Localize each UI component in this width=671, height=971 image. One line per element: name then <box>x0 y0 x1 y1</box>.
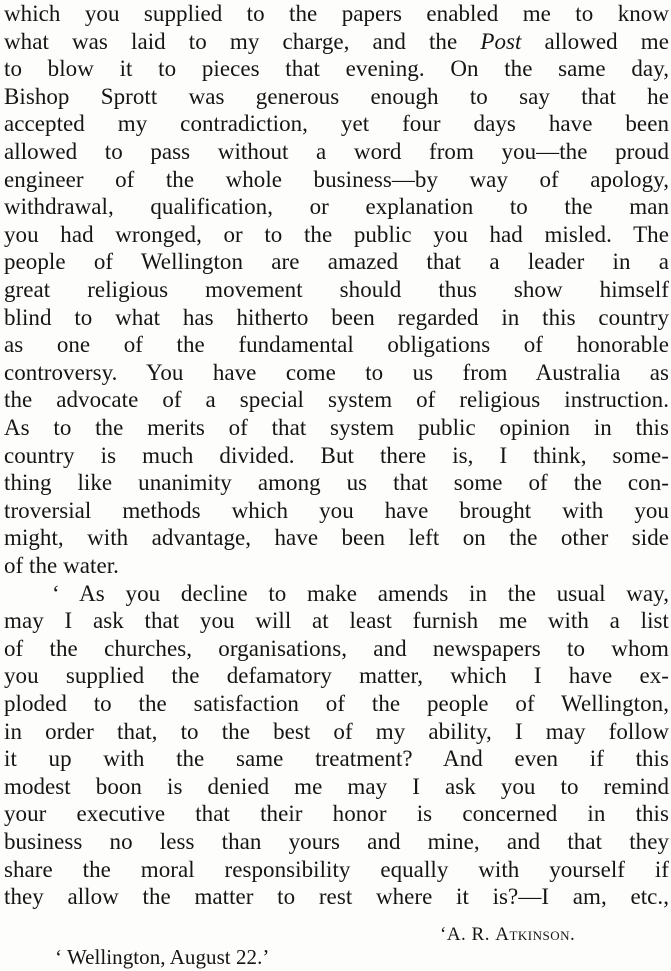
text-line-32: share the moral responsibility equally with yourself if <box>4 856 669 882</box>
text-line-33: they allow the matter to rest where it is?—I am, etc., <box>4 884 669 910</box>
text-line-22: ‘ As you decline to make amends in the usual way, <box>52 580 669 606</box>
text-line-23: may I ask that you will at least furnish me with a list <box>4 608 669 634</box>
text-line-1: which you supplied to the papers enabled me to know <box>4 1 669 26</box>
text-line-25: you supplied the defamatory matter, which I have ex- <box>4 663 669 689</box>
text-line-24: of the churches, organisations, and newspapers to whom <box>4 635 669 661</box>
text-line-11: great religious movement should thus show himself <box>4 277 669 302</box>
text-line-28: it up with the same treatment? And even if this <box>4 746 669 772</box>
text-line-10: people of Wellington are amazed that a leader in a <box>4 249 669 275</box>
text-line-26: ploded to the satisfaction of the people of Wellington, <box>4 691 669 716</box>
text-line-8: withdrawal, qualification, or explanation to the man <box>4 194 669 220</box>
text-line-7: engineer of the whole business—by way of apology, <box>4 166 669 192</box>
text-line-30: your executive that their honor is concerned in this <box>4 801 669 827</box>
text-line-12: blind to what has hitherto been regarded in this country <box>4 304 669 330</box>
text-line-3: to blow it to pieces that evening. On the same day, <box>4 56 669 82</box>
newspaper-title-post: Post <box>480 28 522 54</box>
text-line-16: As to the merits of that system public opinion in this <box>4 415 669 440</box>
signature-initials: ‘A. R. <box>440 923 496 945</box>
text-line-29: modest boon is denied me may I ask you to remind <box>4 773 669 799</box>
text-line-2 <box>4 28 669 56</box>
text-line-27: in order that, to the best of my ability, I may follow <box>4 718 669 744</box>
text-line-13: as one of the fundamental obligations of honorable <box>4 332 669 358</box>
text-line-15: the advocate of a special system of religious instruction. <box>4 387 669 413</box>
text-line-2-start: what was laid to my charge, and the <box>4 28 481 54</box>
text-line-9: you had wronged, or to the public you had misled. The <box>4 221 669 247</box>
signature-surname: Atkinson. <box>495 923 576 945</box>
text-line-31: business no less than yours and mine, and that they <box>4 829 669 854</box>
text-line-18: thing like unanimity among us that some of the con- <box>4 470 669 496</box>
place-date-line: ‘ Wellington, August 22.’ <box>55 944 270 969</box>
text-line-20: might, with advantage, have been left on the other side <box>4 525 669 551</box>
text-line-14: controversy. You have come to us from Australia as <box>4 359 669 385</box>
text-line-2-end: allowed me <box>521 28 669 54</box>
text-line-19: troversial methods which you have brought with you <box>4 497 669 523</box>
text-line-21: of the water. <box>4 553 119 578</box>
text-line-6: allowed to pass without a word from you—the proud <box>4 139 669 164</box>
text-line-4: Bishop Sprott was generous enough to say that he <box>4 83 669 109</box>
text-line-5: accepted my contradiction, yet four days have been <box>4 111 669 137</box>
text-line-17: country is much divided. But there is, I think, some- <box>4 442 669 468</box>
